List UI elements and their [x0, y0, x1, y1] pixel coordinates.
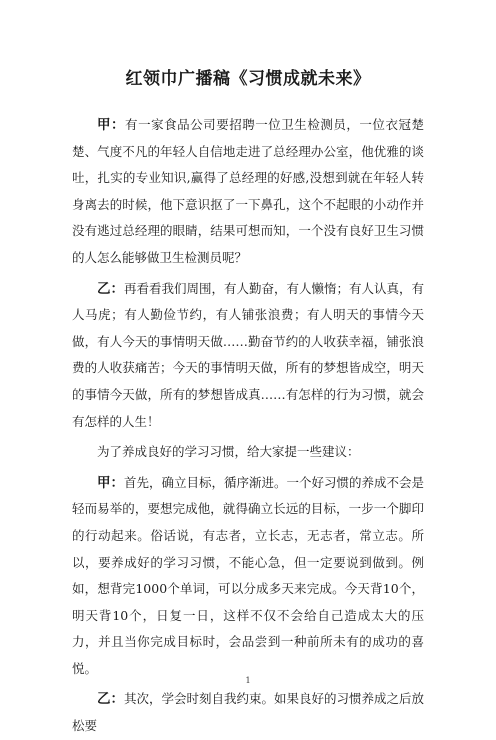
page-number: 1: [245, 676, 251, 685]
paragraph-4: [72, 470, 424, 683]
paragraph-text: 有一家食品公司要招聘一位卫生检测员，一位衣冠楚楚、气度不凡的年轻人自信地走进了总经理办公室，他优雅的谈吐，扎实的专业知识,赢得了总经理的好感,没想到就在年轻人转身离去的时候，他下意识抠了一下鼻孔，这个不起眼的小动作并没有逃过总经理的眼睛，结果可想而知，一个没有良好卫生习惯的人怎么能够做卫生检测员呢？: [72, 117, 424, 265]
paragraph-text: 为了养成良好的学习习惯，给大家提一些建议：: [97, 444, 360, 460]
paragraph-text: 首先，确立目标，循序渐进。一个好习惯的养成不会是轻而易举的，要想完成他，就得确立长远的目标，一步一个脚印的行动起来。俗话说，有志者，立长志，无志者，常立志。所以，要养成好的学习习惯，不能心急，但一定要说到做到。例如，想背完1000个单词，可以分成多天来完成。今天背10个，明天背10个，日复一日，这样不仅不会给自己造成太大的压力，并且当你完成目标时，会品尝到一种前所未有的成功的喜悦。: [72, 474, 425, 676]
paragraph-1: [72, 112, 424, 272]
speaker-label: 甲：: [97, 117, 126, 133]
speaker-label: 乙：: [97, 280, 124, 297]
speaker-label: 乙：: [97, 691, 124, 708]
paragraph-text: 再看看我们周围，有人勤奋，有人懒惰；有人认真，有人马虎；有人勤俭节约，有人铺张浪费；有人明天的事情今天做，有人今天的事情明天做……勤奋节约的人收获幸福，铺张浪费的人收获痛苦；今天的事情明天做，所有的梦想皆成空，明天的事情今天做，所有的梦想皆成真……有怎样的行为习惯，就会有怎样的人生！: [72, 280, 425, 429]
paragraph-3: [72, 439, 424, 466]
document-title: 红领巾广播稿《习惯成就未来》: [125, 69, 371, 89]
document-body: [72, 112, 424, 740]
paragraph-text: 其次，学会时刻自我约束。如果良好的习惯养成之后放松要: [72, 691, 425, 734]
speaker-label: 甲：: [97, 474, 124, 491]
paragraph-5: [72, 686, 424, 739]
paragraph-2: [72, 276, 424, 436]
